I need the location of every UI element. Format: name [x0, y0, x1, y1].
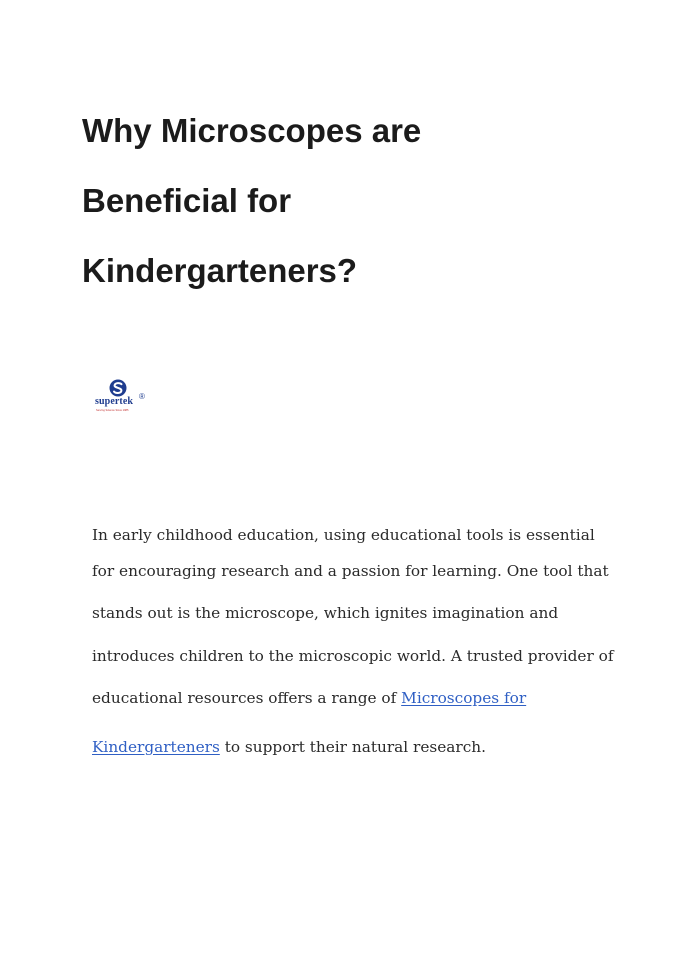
page-title — [82, 96, 642, 306]
title-line: Why Microscopes are — [82, 112, 422, 149]
paragraph-line: In early childhood education, using educational tools is essential — [92, 526, 595, 544]
registered-mark: ® — [139, 392, 145, 401]
paragraph-line: introduces children to the microscopic world. A trusted provider of — [92, 647, 614, 665]
logo-tagline: Serving Science Since 1985 — [96, 409, 129, 412]
supertek-logo — [93, 378, 151, 420]
title-line: Kindergarteners? — [82, 252, 358, 289]
paragraph-line — [92, 689, 526, 707]
paragraph-line: stands out is the microscope, which ignites imagination and — [92, 604, 559, 622]
microscopes-link[interactable]: Microscopes for — [401, 689, 527, 707]
paragraph-line: for encouraging research and a passion for learning. One tool that — [92, 562, 609, 580]
paragraph-line — [92, 738, 486, 756]
logo-brand-text: supertek — [95, 396, 134, 407]
kindergarteners-link[interactable]: Kindergarteners — [92, 738, 220, 756]
title-line: Beneficial for — [82, 182, 292, 219]
paragraph-text: to support their natural research. — [219, 738, 486, 756]
paragraph-text: educational resources offers a range of — [92, 689, 402, 707]
